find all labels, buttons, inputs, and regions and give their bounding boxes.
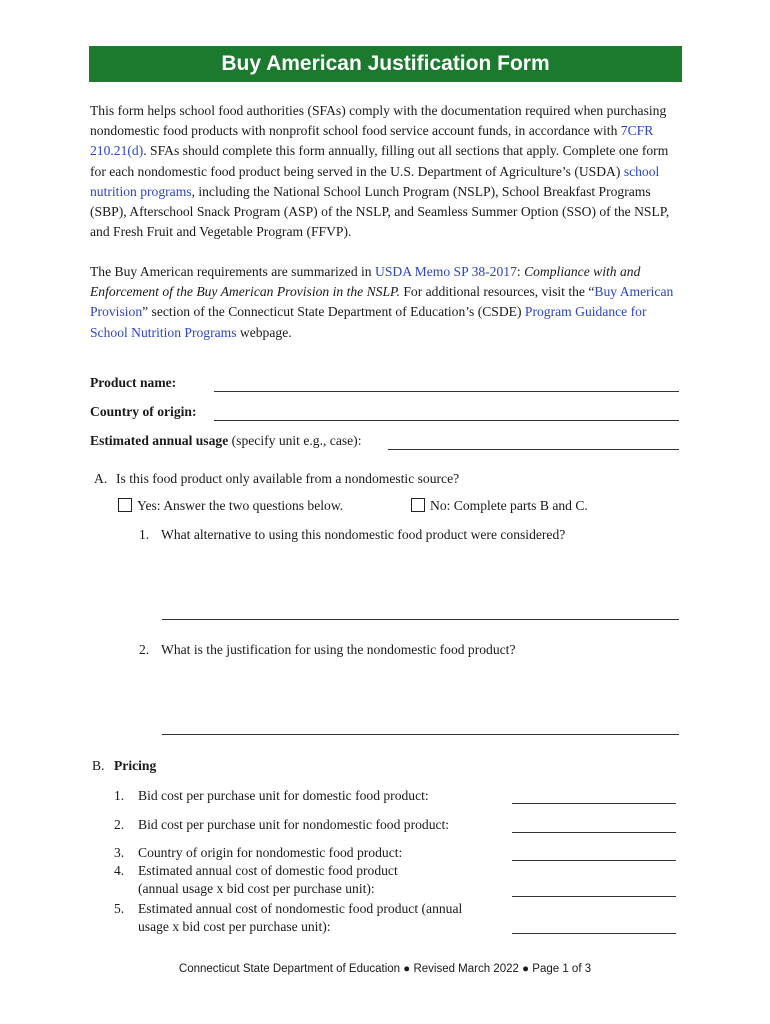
question-2-number: 2. [139,642,150,657]
form-title-banner [89,46,682,82]
no-option[interactable] [411,497,588,515]
section-b-title: Pricing [114,758,157,773]
pricing-item-label: Estimated annual cost of nondomestic food product (annual [138,901,463,916]
intro-paragraph [90,101,682,242]
question-1-number: 1. [139,527,150,542]
no-checkbox[interactable] [411,498,425,512]
question-2-text: What is the justification for using the nondomestic food product? [161,642,516,657]
product-name-field[interactable] [214,391,679,392]
pricing-item-number: 4. [114,863,125,878]
section-b-letter: B. [92,758,105,773]
requirements-text: webpage. [236,324,292,340]
pricing-item-label: Bid cost per purchase unit for domestic food product: [138,788,429,803]
yes-option[interactable] [118,497,343,515]
question-2-answer-field[interactable] [162,734,679,735]
pricing-item-field[interactable] [512,896,676,897]
requirements-text: ” section of the Connecticut State Department of Education’s (CSDE) [142,304,525,320]
pricing-item-field[interactable] [512,803,676,804]
form-title: Buy American Justification Form [221,52,550,75]
pricing-item-field[interactable] [512,860,676,861]
page-footer [0,963,770,975]
yes-option-label: Yes: Answer the two questions below. [137,498,344,513]
usda-memo-link[interactable]: USDA Memo SP 38-2017 [375,264,517,279]
no-option-label: No: Complete parts B and C. [430,498,588,513]
yes-checkbox[interactable] [118,498,132,512]
question-1-text: What alternative to using this nondomestic food product were considered? [161,527,566,542]
requirements-text: For additional resources, visit the “ [399,284,595,300]
pricing-item-field[interactable] [512,933,676,934]
question-1-answer-field[interactable] [162,619,679,620]
footer-page-number: Page 1 of 3 [532,963,592,975]
intro-text: This form helps school food authorities (SFAs) comply with the documentation required when purchasing nondomestic food products with nonprofit school food service account funds, in accordance with [90,103,667,139]
intro-text: . SFAs should complete this form annually, filling out all sections that apply. Complete one form for each nondomestic food product being served in the U.S. Department of Agriculture’s (USDA) [90,143,669,179]
product-name-label: Product name: [90,375,177,390]
pricing-item-number: 3. [114,845,125,860]
annual-usage-note: (specify unit e.g., case): [228,433,362,448]
footer-revised: Revised March 2022 [413,963,519,975]
pricing-item-label-continued: (annual usage x bid cost per purchase unit): [138,881,375,896]
pricing-item-number: 2. [114,817,125,832]
requirements-paragraph [90,262,682,343]
section-a-letter: A. [94,471,108,486]
pricing-item-label-continued: usage x bid cost per purchase unit): [138,919,331,934]
pricing-item-number: 5. [114,901,125,916]
buy-american-provision-link[interactable]: Buy American Provision [90,284,674,320]
requirements-text: The Buy American requirements are summarized in [90,264,375,279]
intro-text: , including the National School Lunch Program (NSLP), School Breakfast Programs (SBP), Afterschool Snack Program (ASP) of the NSLP, and Seamless Summer Option (SSO) of the NSLP, and Fresh Fruit and Vegetable Program (FFVP). [90,183,670,240]
pricing-item-label: Estimated annual cost of domestic food product [138,863,398,878]
pricing-item-label: Country of origin for nondomestic food product: [138,845,403,860]
section-a-question: Is this food product only available from a nondomestic source? [116,471,460,486]
footer-bullet: ● [522,963,530,975]
program-guidance-link[interactable]: Program Guidance for School Nutrition Programs [90,304,647,340]
requirements-text: : [516,264,525,279]
country-origin-label: Country of origin: [90,404,197,419]
annual-usage-label-bold: Estimated annual usage [90,433,229,448]
annual-usage-field[interactable] [388,449,679,450]
footer-org: Connecticut State Department of Education [178,963,401,975]
country-origin-field[interactable] [214,420,679,421]
annual-usage-label [90,432,361,450]
pricing-item-field[interactable] [512,832,676,833]
memo-title: Compliance with and Enforcement of the Buy American Provision in the NSLP. [90,264,641,300]
footer-bullet: ● [403,963,411,975]
cfr-link[interactable]: 7CFR 210.21(d) [90,123,654,159]
school-nutrition-programs-link[interactable]: school nutrition programs [90,163,660,199]
pricing-item-number: 1. [114,788,125,803]
pricing-item-label: Bid cost per purchase unit for nondomestic food product: [138,817,450,832]
